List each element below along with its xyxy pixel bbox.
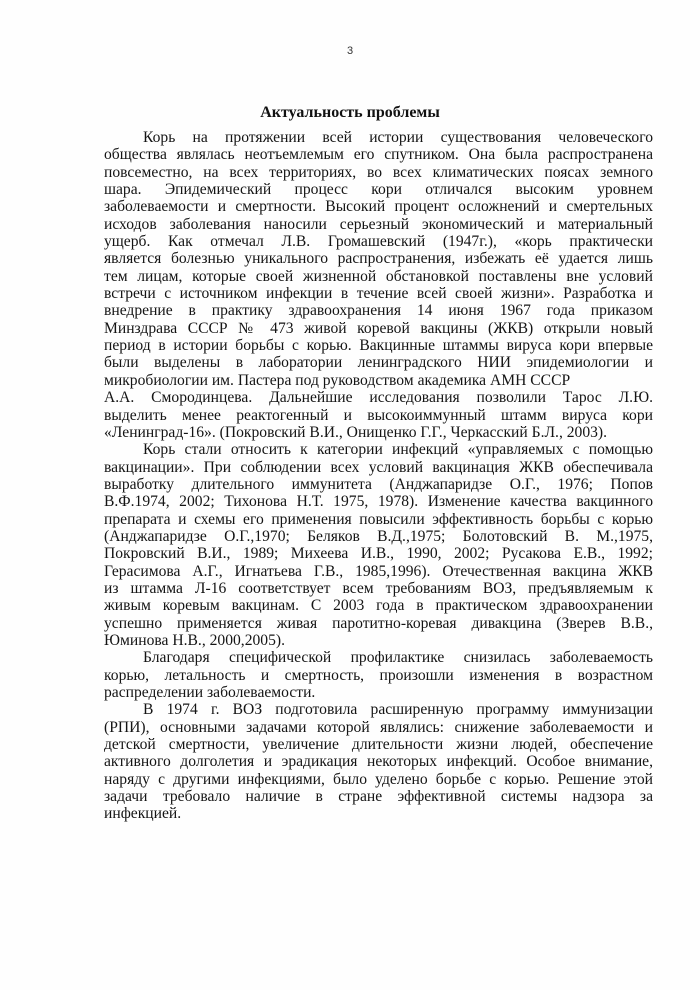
text-line: шара. Эпидемический процесс кори отличался высоким уровнем [104, 181, 653, 199]
text-line: выделить менее реактогенный и высокоиммунный штамм вируса кори [104, 406, 653, 424]
text-line: общества являлась неотъемлемым его спутником. Она была распространена [104, 146, 653, 164]
text-line: распределении заболеваемости. [104, 684, 316, 701]
text-line: (РПИ), основными задачами которой являлись: снижение заболеваемости и [104, 718, 653, 736]
text-line: (Анджапаридзе О.Г.,1970; Беляков В.Д.,1975; Болотовский В. М.,1975, [104, 527, 653, 545]
text-line: повсеместно, на всех территориях, во всех климатических поясах земного [104, 163, 653, 181]
text-line: А.А. Смородинцева. Дальнейшие исследования позволили Тарос Л.Ю. [104, 389, 653, 407]
page-number: 3 [346, 45, 354, 57]
text-line: «Ленинград-16». (Покровский В.И., Онищенко Г.Г., Черкасский Б.Л., 2003). [104, 423, 608, 441]
text-line: корью, летальность и смертность, произошли изменения в возрастном [104, 666, 653, 684]
text-line: активного долголетия и эрадикация некоторых инфекций. Особое внимание, [104, 753, 653, 771]
section-title: Актуальность проблемы [260, 104, 440, 121]
text-line: является болезнью уникального распространения, избежать её удается лишь [104, 250, 653, 268]
text-line: вакцинации». При соблюдении всех условий вакцинация ЖКВ обеспечивала [104, 458, 653, 476]
text-line: Корь стали относить к категории инфекций «управляемых с помощью [143, 441, 653, 459]
paragraph [104, 129, 653, 441]
text-line: заболеваемости и смертности. Высокий процент осложнений и смертельных [104, 198, 653, 216]
text-line: задачи требовало наличие в стране эффективной системы надзора за [104, 788, 653, 806]
paragraph [104, 701, 653, 822]
text-line: Благодаря специфической профилактике снизилась заболеваемость [143, 649, 653, 667]
text-line: период в истории борьбы с корью. Вакцинные штаммы вируса кори впервые [104, 337, 653, 355]
text-line: В 1974 г. ВОЗ подготовила расширенную программу иммунизации [143, 701, 653, 719]
text-line: ущерб. Как отмечал Л.В. Громашевский (1947г.), «корь практически [104, 233, 653, 251]
text-line: встречи с источником инфекции в течение всей своей жизни». Разработка и [104, 285, 653, 303]
text-line: препарата и схемы его применения повысили эффективность борьбы с корью [104, 510, 653, 528]
text-line: исходов заболевания наносили серьезный экономический и материальный [104, 215, 653, 233]
text-line: успешно применяется живая паротитно-коревая дивакцина (Зверев В.В., [104, 614, 653, 632]
text-line: Юминова Н.В., 2000,2005). [104, 631, 285, 649]
text-line: Герасимова А.Г., Игнатьева Г.В., 1985,1996). Отечественная вакцина ЖКВ [104, 562, 653, 580]
text-line: Корь на протяжении всей истории существования человеческого [143, 129, 653, 146]
body-text [104, 129, 653, 823]
text-line: внедрение в практику здравоохранения 14 июня 1967 года приказом [104, 302, 653, 320]
text-line: наряду с другими инфекциями, было уделено борьбе с корью. Решение этой [104, 770, 653, 788]
text-line: тем лицам, которые своей жизненной обстановкой поставлены вне условий [104, 267, 653, 285]
paragraph [104, 649, 653, 701]
text-line: микробиологии им. Пастера под руководством академика АМН СССР [104, 371, 571, 389]
text-line: из штамма Л-16 соответствует всем требованиям ВОЗ, предъявляемым к [104, 579, 653, 597]
text-line: Покровский В.И., 1989; Михеева И.В., 1990, 2002; Русакова Е.В., 1992; [104, 545, 653, 563]
text-line: выработку длительного иммунитета (Анджапаридзе О.Г., 1976; Попов [104, 475, 653, 493]
text-line: В.Ф.1974, 2002; Тихонова Н.Т. 1975, 1978). Изменение качества вакцинного [104, 493, 653, 511]
text-line: были выделены в лаборатории ленинградского НИИ эпидемиологии и [104, 354, 653, 372]
paragraph [104, 441, 653, 649]
text-line: Минздрава СССР № 473 живой коревой вакцины (ЖКВ) открыли новый [104, 319, 653, 337]
text-line: детской смертности, увеличение длительности жизни людей, обеспечение [104, 736, 653, 754]
text-line: живым коревым вакцинам. С 2003 года в практическом здравоохранении [104, 597, 653, 615]
text-line: инфекцией. [104, 805, 182, 823]
